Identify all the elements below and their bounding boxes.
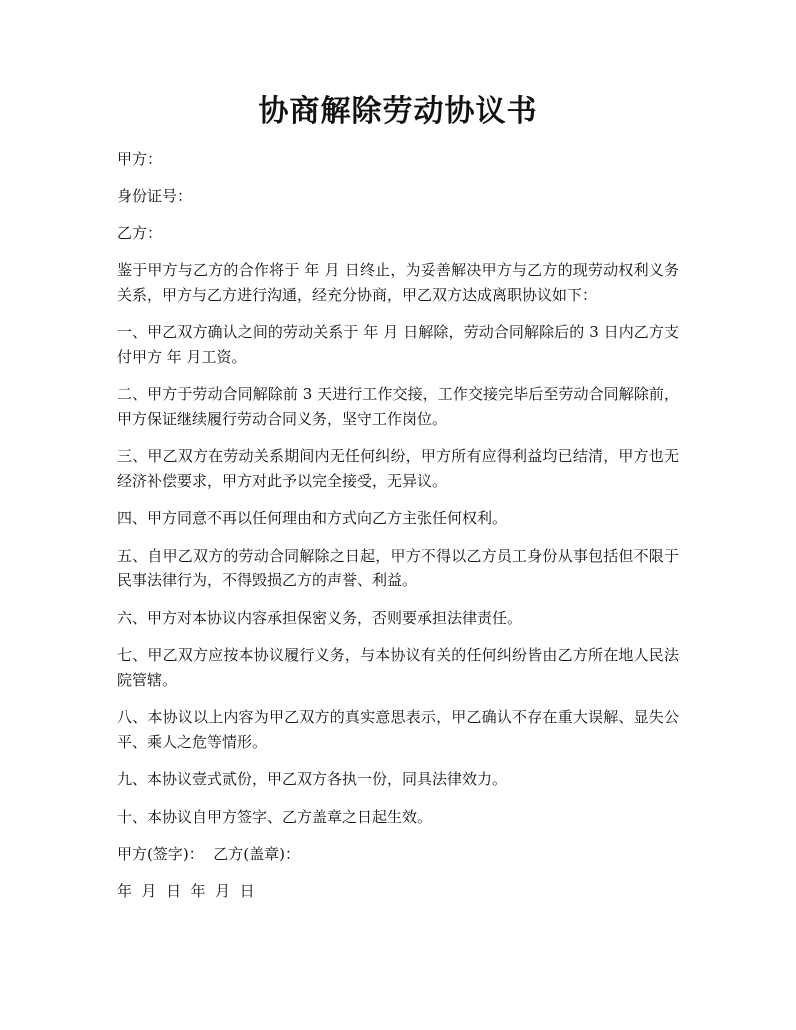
signature-line: 甲方(签字)： 乙方(盖章)：: [117, 845, 300, 863]
clause-4: 四、甲方同意不再以任何理由和方式向乙方主张任何权利。: [117, 509, 508, 527]
clause-7: 七、甲乙双方应按本协议履行义务，与本协议有关的任何纠纷皆由乙方所在地人民法院管辖。: [117, 646, 679, 689]
clause-9: 九、本协议壹式贰份，甲乙双方各执一份，同具法律效力。: [117, 770, 508, 788]
clause-6: 六、甲方对本协议内容承担保密义务，否则要承担法律责任。: [117, 608, 523, 627]
clause-10: 十、本协议自甲方签字、乙方盖章之日起生效。: [117, 807, 433, 826]
date-line: 年 月 日 年 月 日: [117, 882, 255, 900]
document-title: 协商解除劳动协议书: [258, 94, 538, 129]
clause-3: 三、甲乙双方在劳动关系期间内无任何纠纷，甲方所有应得利益均已结清，甲方也无经济补偿要求，甲方对此予以完全接受，无异议。: [117, 447, 679, 490]
clause-2: 二、甲方于劳动合同解除前 3 天进行工作交接，工作交接完毕后至劳动合同解除前，甲方保证继续履行劳动合同义务，坚守工作岗位。: [117, 385, 679, 428]
clause-8: 八、本协议以上内容为甲乙双方的真实意思表示，甲乙确认不存在重大误解、显失公平、乘人之危等情形。: [117, 708, 679, 751]
party-a-label: 甲方：: [117, 150, 163, 168]
party-b-label: 乙方：: [117, 224, 163, 242]
preamble-paragraph: 鉴于甲方与乙方的合作将于 年 月 日终止，为妥善解决甲方与乙方的现劳动权利义务关系，甲方与乙方进行沟通，经充分协商，甲乙双方达成离职协议如下：: [117, 261, 679, 304]
clause-5: 五、自甲乙双方的劳动合同解除之日起，甲方不得以乙方员工身份从事包括但不限于民事法律行为，不得毁损乙方的声誉、利益。: [117, 546, 679, 589]
clause-1: 一、甲乙双方确认之间的劳动关系于 年 月 日解除，劳动合同解除后的 3 日内乙方支付甲方 年 月工资。: [117, 323, 679, 366]
id-number-label: 身份证号：: [117, 187, 193, 205]
document-body: [117, 147, 679, 916]
